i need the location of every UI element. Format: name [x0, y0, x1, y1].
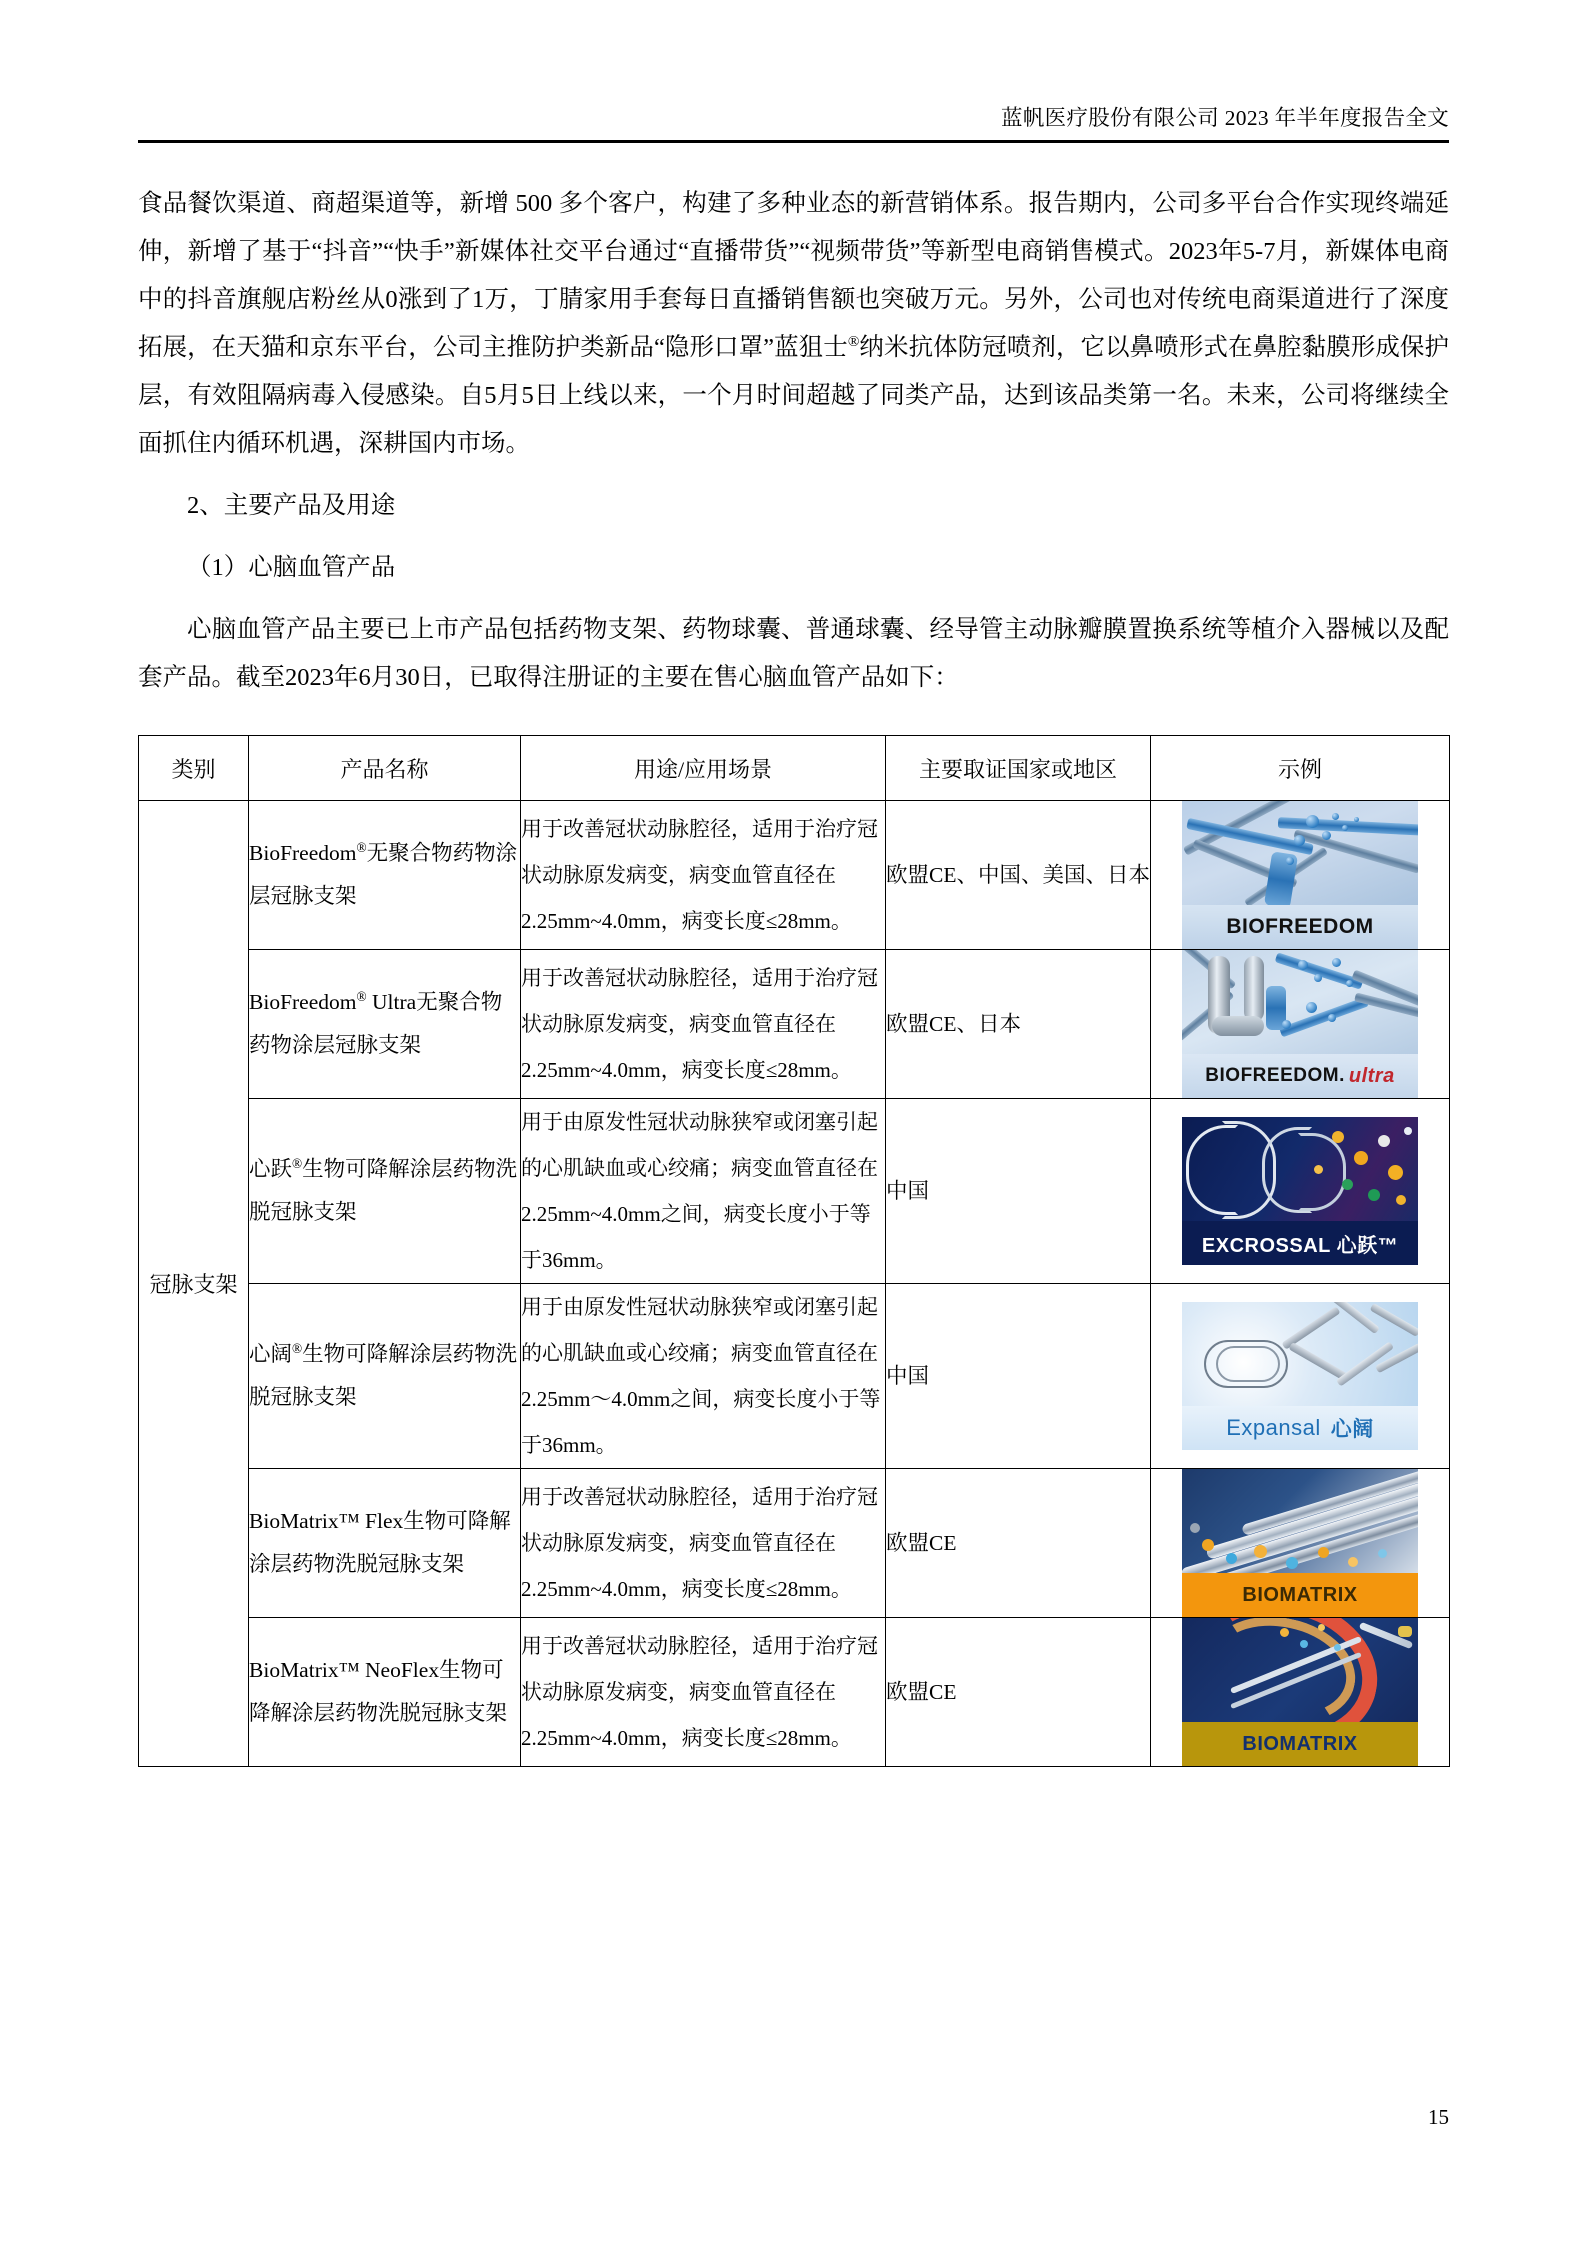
registered-mark: ® — [356, 988, 367, 1004]
product-image-biomatrix-neoflex — [1182, 1618, 1418, 1766]
product-logo-bar — [1182, 1722, 1418, 1766]
product-logo-text: BIOMATRIX — [1242, 1732, 1358, 1755]
vessel-illustration — [1182, 1618, 1418, 1722]
product-logo-text: BIOFREEDOM — [1226, 915, 1374, 938]
product-logo-bar — [1182, 1406, 1418, 1450]
cell-usage: 用于改善冠状动脉腔径，适用于治疗冠状动脉原发病变，病变血管直径在2.25mm~4.0mm，病变长度≤28mm。 — [521, 1618, 886, 1767]
column-header-region: 主要取证国家或地区 — [886, 736, 1151, 801]
cell-region: 中国 — [886, 1284, 1151, 1469]
cell-product-name — [249, 1618, 521, 1767]
product-name-main: BioMatrix™ Flex — [249, 1509, 404, 1533]
product-name-rest: 生物可降解涂层药物洗脱冠脉支架 — [249, 1509, 511, 1576]
stent-illustration — [1182, 950, 1418, 1054]
stent-illustration — [1182, 1469, 1418, 1573]
column-header-product-name: 产品名称 — [249, 736, 521, 801]
registered-mark: ® — [292, 1340, 303, 1356]
product-table — [138, 735, 1450, 1767]
product-logo-text-secondary: ultra — [1348, 1064, 1395, 1087]
cell-product-name — [249, 1284, 521, 1469]
product-name-rest: Ultra无聚合物药物涂层冠脉支架 — [249, 990, 503, 1057]
product-name-main: BioFreedom — [249, 841, 357, 865]
product-logo-bar — [1182, 1573, 1418, 1617]
product-logo-bar — [1182, 1054, 1418, 1098]
column-header-category: 类别 — [139, 736, 249, 801]
cell-example — [1151, 1469, 1450, 1618]
cell-region: 欧盟CE — [886, 1469, 1151, 1618]
page-number: 15 — [1428, 2105, 1449, 2129]
cell-usage: 用于由原发性冠状动脉狭窄或闭塞引起的心肌缺血或心绞痛；病变血管直径在2.25mm～4.0mm之间，病变长度小于等于36mm。 — [521, 1284, 886, 1469]
cell-region: 中国 — [886, 1099, 1151, 1284]
paragraph-text-1-cont: 纳米抗体防冠喷剂，它以鼻喷形式在鼻腔黏膜形成保护层，有效阻隔病毒入侵感染。自5月5日上线以来，一个月时间超越了同类产品，达到该品类第一名。未来，公司将继续全面抓住内循环机遇，深耕国内市场。 — [138, 334, 1450, 457]
product-name-rest: 生物可降解涂层药物洗脱冠脉支架 — [249, 1157, 518, 1224]
cell-example — [1151, 1099, 1450, 1284]
cell-region: 欧盟CE — [886, 1618, 1151, 1767]
document-content — [138, 180, 1449, 702]
paragraph-marketing — [138, 180, 1449, 468]
product-logo-bar — [1182, 1221, 1418, 1265]
stent-illustration — [1182, 1117, 1418, 1221]
product-name-main: BioFreedom — [249, 990, 357, 1014]
product-logo-text: BIOMATRIX — [1242, 1583, 1358, 1606]
product-image-excrossal — [1182, 1117, 1418, 1265]
product-logo-bar — [1182, 905, 1418, 949]
heading-cardio-products: （1）心脑血管产品 — [187, 554, 396, 581]
product-image-biofreedom-ultra — [1182, 950, 1418, 1098]
cell-product-name — [249, 801, 521, 950]
cell-region: 欧盟CE、日本 — [886, 950, 1151, 1099]
registered-mark: ® — [292, 1155, 303, 1171]
cell-product-name — [249, 1469, 521, 1618]
table-row — [139, 1284, 1450, 1469]
cell-usage: 用于改善冠状动脉腔径，适用于治疗冠状动脉原发病变，病变血管直径在2.25mm~4.0mm，病变长度≤28mm。 — [521, 1469, 886, 1618]
product-image-biofreedom — [1182, 801, 1418, 949]
product-name-main: 心阔 — [249, 1342, 293, 1366]
cell-usage: 用于由原发性冠状动脉狭窄或闭塞引起的心肌缺血或心绞痛；病变血管直径在2.25mm~4.0mm之间，病变长度小于等于36mm。 — [521, 1099, 886, 1284]
stent-illustration — [1182, 801, 1418, 905]
paragraph-cardio-intro: 心脑血管产品主要已上市产品包括药物支架、药物球囊、普通球囊、经导管主动脉瓣膜置换系统等植介入器械以及配套产品。截至2023年6月30日，已取得注册证的主要在售心脑血管产品如下： — [138, 616, 1449, 691]
cell-usage: 用于改善冠状动脉腔径，适用于治疗冠状动脉原发病变，病变血管直径在2.25mm~4.0mm，病变长度≤28mm。 — [521, 801, 886, 950]
cell-example — [1151, 950, 1450, 1099]
spacer — [138, 592, 1449, 606]
product-logo-text: BIOFREEDOM. — [1205, 1065, 1345, 1086]
cell-example — [1151, 801, 1450, 950]
cell-product-name — [249, 950, 521, 1099]
table-header-row — [139, 736, 1450, 801]
page-header: 蓝帆医疗股份有限公司 2023 年半年度报告全文 — [1001, 106, 1449, 130]
stent-illustration — [1182, 1302, 1418, 1406]
table-row — [139, 1469, 1450, 1618]
product-name-rest: 无聚合物药物涂层冠脉支架 — [249, 841, 518, 908]
registered-mark: ® — [356, 839, 367, 855]
product-name-main: 心跃 — [249, 1157, 293, 1181]
product-logo-text: EXCROSSAL 心跃™ — [1201, 1234, 1399, 1257]
table-row — [139, 1618, 1450, 1767]
header-rule — [138, 140, 1449, 143]
product-logo-text-secondary: 心阔 — [1330, 1418, 1374, 1441]
cell-example — [1151, 1618, 1450, 1767]
product-logo-text: Expansal — [1226, 1415, 1321, 1440]
cell-usage: 用于改善冠状动脉腔径，适用于治疗冠状动脉原发病变，病变血管直径在2.25mm~4.0mm，病变长度≤28mm。 — [521, 950, 886, 1099]
table-row — [139, 950, 1450, 1099]
table-row — [139, 801, 1450, 950]
product-image-expansal — [1182, 1302, 1418, 1450]
spacer — [138, 468, 1449, 482]
spacer — [138, 530, 1449, 544]
product-image-biomatrix-flex — [1182, 1469, 1418, 1617]
product-name-main: BioMatrix™ NeoFlex — [249, 1658, 440, 1682]
cell-product-name — [249, 1099, 521, 1284]
paragraph-text-1: 食品餐饮渠道、商超渠道等，新增 500 多个客户，构建了多种业态的新营销体系。报告期内，公司多平台合作实现终端延伸，新增了基于“抖音”“快手”新媒体社交平台通过“直播带货”“视频带货”等新型电商销售模式。2023年5-7月，新媒体电商中的抖音旗舰店粉丝从0涨到了1万，丁腈家用手套每日直播销售额也突破万元。另外，公司也对传统电商渠道进行了深度拓展，在天猫和京东平台，公司主推防护类新品“隐形口罩”蓝狙士 — [138, 190, 1449, 361]
table-row — [139, 1099, 1450, 1284]
cell-example — [1151, 1284, 1450, 1469]
column-header-usage: 用途/应用场景 — [521, 736, 886, 801]
heading-main-products: 2、主要产品及用途 — [187, 492, 396, 519]
cell-region: 欧盟CE、中国、美国、日本 — [886, 801, 1151, 950]
product-name-rest: 生物可降解涂层药物洗脱冠脉支架 — [249, 1342, 518, 1409]
product-name-rest: 生物可降解涂层药物洗脱冠脉支架 — [249, 1658, 508, 1725]
cell-category: 冠脉支架 — [139, 801, 249, 1767]
registered-mark: ® — [847, 332, 860, 350]
column-header-example: 示例 — [1151, 736, 1450, 801]
